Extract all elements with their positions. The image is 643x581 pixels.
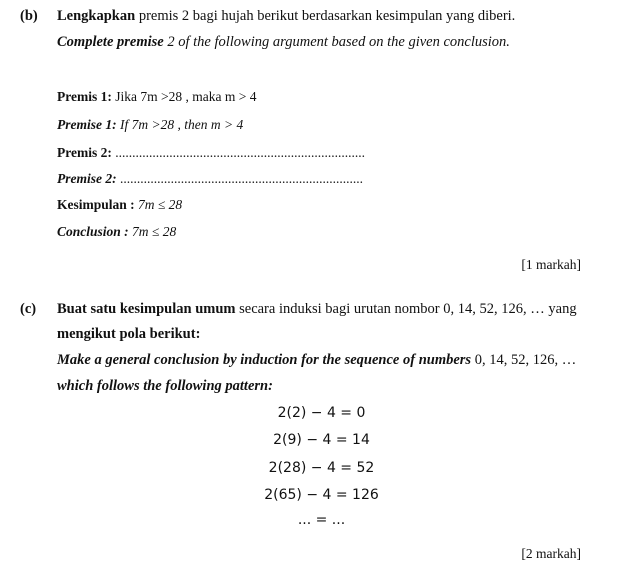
premise-2: Premise 2: ........................................................................ xyxy=(57,171,363,186)
premise-1: Premise 1: If 7m >28 , then m > 4 xyxy=(57,117,244,132)
pattern-equation-2: 2(9) − 4 = 14 xyxy=(273,432,370,448)
part-b-marks: [1 markah] xyxy=(521,257,581,272)
pattern-equation-1: 2(2) − 4 = 0 xyxy=(277,405,366,421)
premis-1: Premis 1: Jika 7m >28 , maka m > 4 xyxy=(57,89,257,104)
pattern-equation-3: 2(28) − 4 = 52 xyxy=(268,460,375,476)
part-c-label: (c) xyxy=(20,301,37,317)
part-c-instruction-ms-line2: mengikut pola berikut: xyxy=(57,326,201,342)
premise-2-answer-blank[interactable]: ........................................................................ xyxy=(116,171,363,186)
pattern-equation-5: ... = ... xyxy=(297,512,346,528)
part-b-instruction-en: Complete premise 2 of the following argument based on the given conclusion. xyxy=(57,34,510,50)
conclusion: Conclusion : 7m ≤ 28 xyxy=(57,224,177,239)
part-c-instruction-en-line1: Make a general conclusion by induction for the sequence of numbers 0, 14, 52, 126, … xyxy=(57,352,577,368)
part-b-label: (b) xyxy=(20,8,38,24)
part-c-instruction-en-line2: which follows the following pattern: xyxy=(57,378,273,394)
pattern-equation-4: 2(65) − 4 = 126 xyxy=(264,487,379,503)
part-c-marks: [2 markah] xyxy=(521,546,581,561)
part-c-instruction-ms-line1: Buat satu kesimpulan umum secara induksi bagi urutan nombor 0, 14, 52, 126, … yang xyxy=(57,301,577,317)
premis-2-answer-blank[interactable]: .......................................................................... xyxy=(111,145,365,160)
premis-2: Premis 2: .......................................................................... xyxy=(57,145,365,160)
part-b-instruction-ms: Lengkapkan premis 2 bagi hujah berikut berdasarkan kesimpulan yang diberi. xyxy=(57,8,516,24)
kesimpulan: Kesimpulan : 7m ≤ 28 xyxy=(57,197,183,212)
